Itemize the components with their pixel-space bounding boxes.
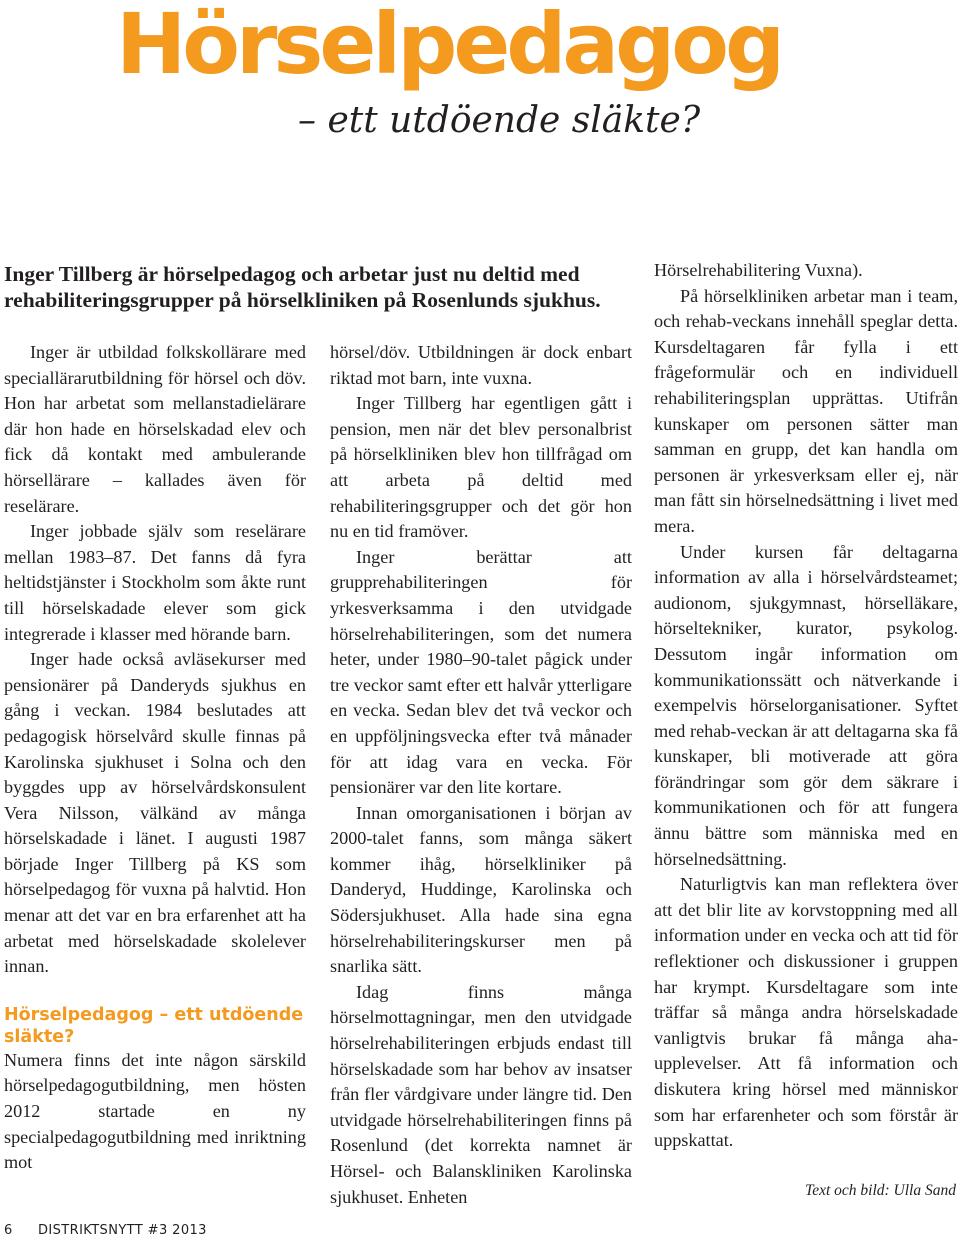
body-paragraph: Idag finns många hörselmottagningar, men den utvidgade hörselrehabiliteringen erbjuds endast till hörselskadade som har behov av insatser från fler vårdgivare under längre tid. Den utvidgade hörselrehabiliteringen finns på Rosenlund (det korrekta namnet är Hörsel- och Balanskliniken Karolinska sjukhuset. Enheten (330, 981, 632, 1207)
body-column-2 (330, 340, 632, 1210)
body-paragraph: Naturligtvis kan man reflektera över att det blir lite av korvstoppning med all information under en vecka och att tid för reflektioner och diskussioner i gruppen har krympt. Kursdeltagare som inte träffar så många andra hörselskadade vanligtvis brukar få många aha-upplevelser. Att få information och diskutera kring hörsel med människor som har erfarenheter och som förstår är uppskattat. (654, 874, 958, 1151)
body-column-1 (4, 340, 306, 1176)
body-paragraph: Inger Tillberg har egentligen gått i pension, men när det blev personalbrist på hörselkliniken blev hon tillfrågad om att arbeta på deltid med rehabiliteringsgrupper och det gör hon nu en tid framöver. (330, 393, 632, 542)
body-paragraph-continued: hörsel/döv. Utbildningen är dock enbart riktad mot barn, inte vuxna. (330, 342, 632, 388)
body-paragraph: På hörselkliniken arbetar man i team, och rehab-veckans innehåll speglar detta. Kursdeltagaren får fylla i ett frågeformulär och en individuell rehabiliteringsplan upprättas. Utifrån kunskaper om personen sätter man samman en grupp, det kan handla om personen är yrkesverksam eller ej, när man fått sin hörselnedsättning i livet med mera. (654, 285, 958, 536)
body-paragraph: Numera finns det inte någon särskild hörselpedagogutbildning, men hösten 2012 startade en ny specialpedagogutbildning med inriktning mot (4, 1049, 306, 1173)
article-ingress: Inger Tillberg är hörselpedagog och arbetar just nu deltid med rehabiliteringsgrupper på hörselkliniken på Rosenlunds sjukhus. (4, 262, 601, 312)
body-paragraph: Inger jobbade själv som reselärare mellan 1983–87. Det fanns då fyra heltidstjänster i Stockholm som åkte runt till hörselskadade elever som gick integrerade i klasser med hörande barn. (4, 521, 306, 644)
body-paragraph: Under kursen får deltagarna information av alla i hörselvårdsteamet; audionom, sjukgymnast, hörselläkare, hörseltekniker, kurator, psykolog. Dessutom ingår information om kommunikationssätt och nätverkande i exempelvis hörselorganisationer. Syftet med rehab-veckan är att deltagarna ska få kunskaper, bli motiverade att göra förändringar som gör dem säkrare i kommunikationen och för att fungera ännu bättre som människa med en hörselnedsättning. (654, 541, 958, 869)
body-paragraph: Innan omorganisationen i början av 2000-talet fanns, som många säkert kommer ihåg, hörselkliniker på Danderyd, Huddinge, Karolinska och Södersjukhuset. Alla hade sina egna hörselrehabiliteringskurser men på snarlika sätt. (330, 802, 632, 977)
page-footer (4, 1222, 207, 1240)
article-headline: Hörselpedagog (116, 0, 782, 93)
section-subheading: Hörselpedagog – ett utdöende släkte? (4, 1004, 304, 1047)
body-paragraph: Inger är utbildad folkskollärare med speciallärarutbildning för hörsel och döv. Hon har arbetat som mellanstadielärare där hon hade en hörselskadad elev och fick då kontakt med ambulerande hörsellärare – kallades även för reselärare. (4, 342, 306, 516)
body-paragraph: Inger berättar att grupprehabiliteringen för yrkesverksamma i den utvidgade hörselrehabiliteringen, som det numera heter, under 1980–90-talet pågick under tre veckor samt efter ett halvår ytterligare en vecka. Sedan blev det två veckor och en uppföljningsvecka efter två månader för att idag vara en vecka. För pensionärer var den lite kortare. (330, 546, 632, 798)
body-paragraph: Inger hade också avläsekurser med pensionärer på Danderyds sjukhus en gång i veckan. 1984 beslutades att pedagogisk hörselvård skulle finnas på Karolinska sjukhuset i Solna och den byggdes upp av hörselvårdskonsulent Vera Nilsson, välkänd av många hörselskadade i länet. I augusti 1987 började Inger Tillberg på KS som hörselpedagog för vuxna på halvtid. Hon menar att det var en bra erfarenhet att ha arbetat med hörselskadade skolelever innan. (4, 649, 306, 977)
page-number: 6 (4, 1223, 13, 1238)
body-paragraph-continued: Hörselrehabilitering Vuxna). (654, 260, 863, 280)
magazine-issue: DISTRIKTSNYTT #3 2013 (38, 1223, 207, 1238)
article-subtitle: – ett utdöende släkte? (298, 100, 701, 141)
body-column-3 (654, 258, 958, 1154)
byline-credit: Text och bild: Ulla Sand (805, 1182, 956, 1199)
